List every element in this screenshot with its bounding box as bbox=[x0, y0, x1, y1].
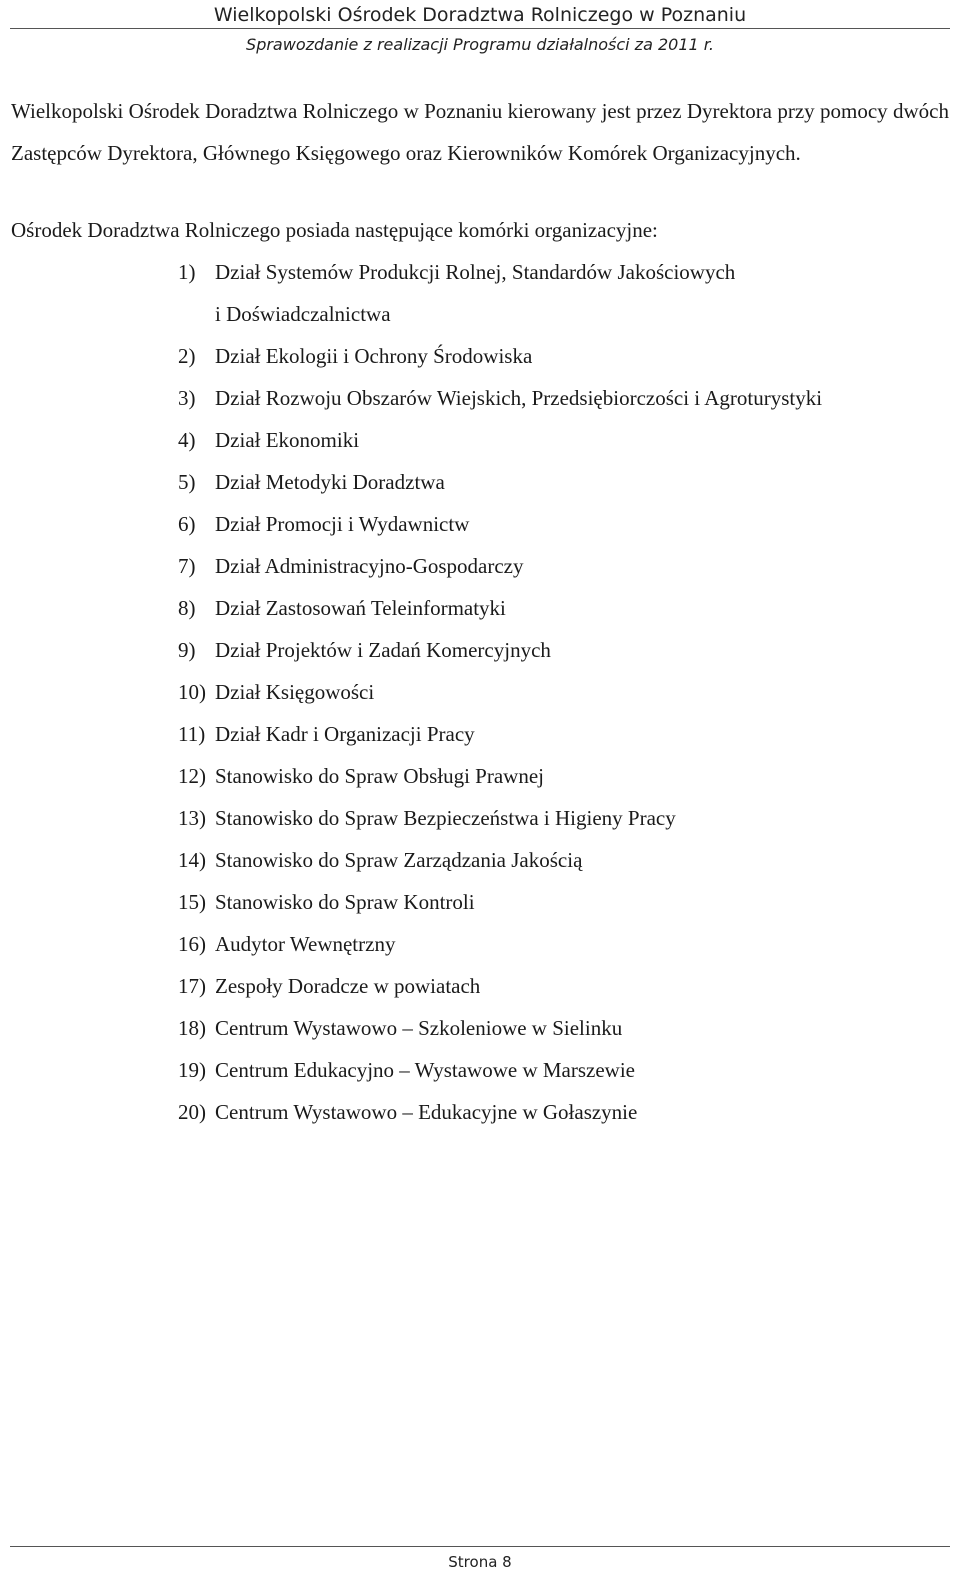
list-item-number: 6) bbox=[178, 512, 196, 536]
list-item-number: 9) bbox=[178, 638, 196, 662]
list-item-label: Stanowisko do Spraw Zarządzania Jakością bbox=[215, 848, 583, 872]
list-item bbox=[0, 965, 960, 1007]
list-item-number: 11) bbox=[178, 722, 206, 746]
header-subtitle: Sprawozdanie z realizacji Programu działalności za 2011 r. bbox=[246, 35, 714, 54]
list-item-label bbox=[215, 251, 915, 335]
list-item bbox=[0, 587, 960, 629]
list-item bbox=[0, 251, 960, 335]
list-item-label: Centrum Wystawowo – Edukacyjne w Gołaszynie bbox=[215, 1100, 638, 1124]
list-item bbox=[0, 755, 960, 797]
list-item-label: Centrum Wystawowo – Szkoleniowe w Sielinku bbox=[215, 1016, 623, 1040]
list-item-number: 12) bbox=[178, 764, 206, 788]
list-item-label: Dział Administracyjno-Gospodarczy bbox=[215, 554, 524, 578]
list-item-number: 16) bbox=[178, 932, 206, 956]
page-number: Strona 8 bbox=[448, 1553, 512, 1571]
list-item-label: Dział Metodyki Doradztwa bbox=[215, 470, 445, 494]
list-item bbox=[0, 797, 960, 839]
list-item-label: Dział Ekologii i Ochrony Środowiska bbox=[215, 344, 533, 368]
list-item-label: Stanowisko do Spraw Kontroli bbox=[215, 890, 475, 914]
list-item-number: 13) bbox=[178, 806, 206, 830]
list-item bbox=[0, 461, 960, 503]
list-item-number: 4) bbox=[178, 428, 196, 452]
list-item-label: Dział Rozwoju Obszarów Wiejskich, Przedsiębiorczości i Agroturystyki bbox=[215, 386, 823, 410]
header-title: Wielkopolski Ośrodek Doradztwa Rolniczego w Poznaniu bbox=[213, 4, 747, 26]
list-item bbox=[0, 671, 960, 713]
units-lead-paragraph: Ośrodek Doradztwa Rolniczego posiada następujące komórki organizacyjne: bbox=[11, 218, 658, 242]
list-item-label: Dział Kadr i Organizacji Pracy bbox=[215, 722, 475, 746]
header-divider bbox=[10, 28, 950, 29]
list-item-number: 19) bbox=[178, 1058, 206, 1082]
list-item bbox=[0, 1091, 960, 1133]
list-item bbox=[0, 923, 960, 965]
list-item-number: 14) bbox=[178, 848, 206, 872]
list-item-label: Stanowisko do Spraw Obsługi Prawnej bbox=[215, 764, 544, 788]
list-item bbox=[0, 629, 960, 671]
list-item-label-line: Dział Systemów Produkcji Rolnej, Standardów Jakościowych bbox=[215, 260, 736, 284]
list-item bbox=[0, 503, 960, 545]
list-item-label: Centrum Edukacyjno – Wystawowe w Marszewie bbox=[215, 1058, 635, 1082]
list-item-label: Audytor Wewnętrzny bbox=[215, 932, 396, 956]
list-item-number: 1) bbox=[178, 260, 196, 284]
intro-paragraph: Wielkopolski Ośrodek Doradztwa Rolniczego w Poznaniu kierowany jest przez Dyrektora przy pomocy dwóch Zastępców Dyrektora, Głównego Księgowego oraz Kierowników Komórek Organizacyjnych. bbox=[11, 99, 949, 165]
list-item bbox=[0, 839, 960, 881]
list-item bbox=[0, 1007, 960, 1049]
list-item-number: 7) bbox=[178, 554, 196, 578]
footer-divider bbox=[10, 1546, 950, 1547]
list-item bbox=[0, 1049, 960, 1091]
list-item bbox=[0, 335, 960, 377]
list-item-number: 20) bbox=[178, 1100, 206, 1124]
list-item-label: Dział Księgowości bbox=[215, 680, 375, 704]
list-item-label-continuation: i Doświadczalnictwa bbox=[215, 302, 391, 326]
list-item bbox=[0, 713, 960, 755]
list-item-number: 2) bbox=[178, 344, 196, 368]
list-item bbox=[0, 419, 960, 461]
list-item-number: 5) bbox=[178, 470, 196, 494]
list-item-label: Dział Ekonomiki bbox=[215, 428, 360, 452]
list-item bbox=[0, 881, 960, 923]
list-item bbox=[0, 377, 960, 419]
list-item-number: 17) bbox=[178, 974, 206, 998]
list-item-number: 3) bbox=[178, 386, 196, 410]
list-item-label: Stanowisko do Spraw Bezpieczeństwa i Higieny Pracy bbox=[215, 806, 676, 830]
list-item-label: Dział Promocji i Wydawnictw bbox=[215, 512, 470, 536]
list-item-number: 18) bbox=[178, 1016, 206, 1040]
list-item-number: 10) bbox=[178, 680, 206, 704]
list-item-label: Dział Zastosowań Teleinformatyki bbox=[215, 596, 506, 620]
list-item-label: Zespoły Doradcze w powiatach bbox=[215, 974, 481, 998]
list-item-label: Dział Projektów i Zadań Komercyjnych bbox=[215, 638, 551, 662]
list-item bbox=[0, 545, 960, 587]
list-item-number: 8) bbox=[178, 596, 196, 620]
list-item-number: 15) bbox=[178, 890, 206, 914]
organizational-units-list bbox=[0, 251, 960, 1133]
